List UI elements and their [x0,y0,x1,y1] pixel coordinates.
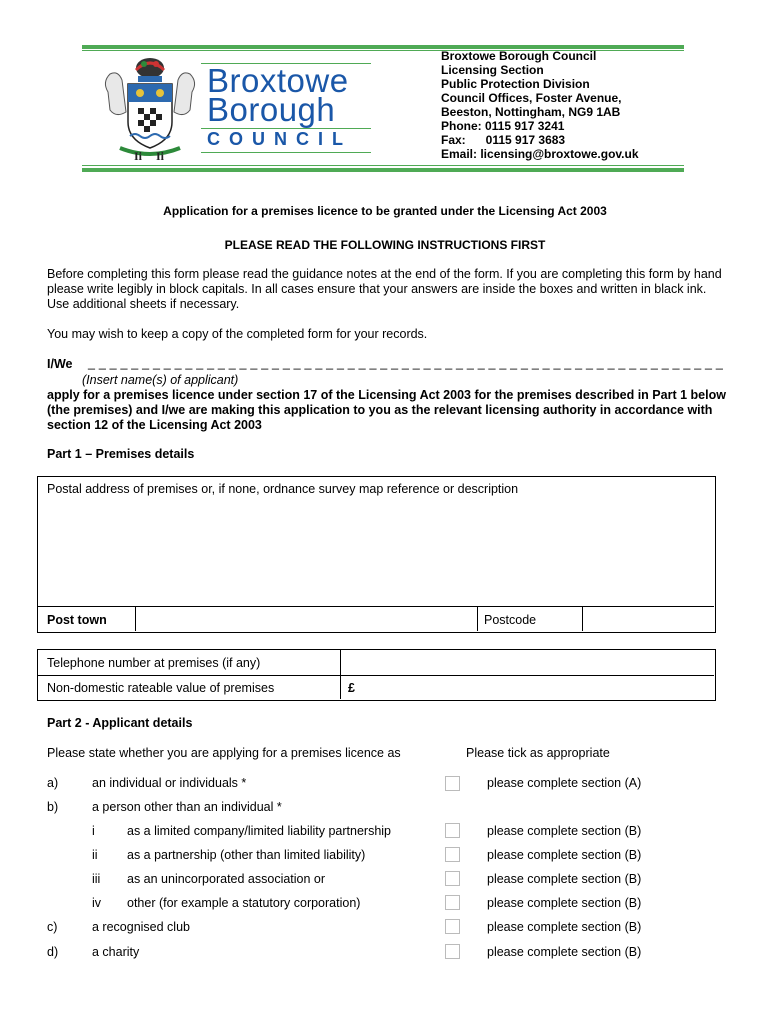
other-statutory-checkbox[interactable] [445,895,460,910]
option-marker: a) [47,776,59,790]
telephone-input[interactable] [342,651,712,674]
telephone-label: Telephone number at premises (if any) [47,656,261,670]
partnership-checkbox[interactable] [445,847,460,862]
option-sub-marker: iii [92,872,101,886]
apply-statement: apply for a premises licence under section 17 of the Licensing Act 2003 for the premises described in Part 1 below (the premises) and I/we are making this application to you as the relevant licensing authority in accordance with section 12 of the Licensing Act 2003 [47,388,726,432]
limited-company-checkbox[interactable] [445,823,460,838]
council-address-block [441,49,681,161]
option-section: please complete section (B) [487,848,642,862]
address-line: Fax: 0115 917 3683 [441,133,566,147]
divider [477,606,478,631]
option-sub-marker: i [92,824,95,838]
instructions-heading: PLEASE READ THE FOLLOWING INSTRUCTIONS FIRST [224,238,546,252]
option-section: please complete section (B) [487,896,642,910]
address-line: Public Protection Division [441,77,590,91]
post-town-label: Post town [47,613,107,627]
option-label: as a partnership (other than limited liability) [127,848,366,862]
option-section: please complete section (B) [487,920,642,934]
applicant-name-line[interactable]: _ _ _ _ _ _ _ _ _ _ _ _ _ _ _ _ _ _ _ _ _ _ _ _ _ _ _ _ _ _ _ _ _ _ _ _ _ _ _ _ _ _ _ _ _ _ _ _ _ _ _ _ _ _ _ _ _ _ _ [88,356,723,370]
option-marker: b) [47,800,59,814]
option-label: a recognised club [92,920,190,934]
council-logo [201,62,371,156]
applicant-type-question: Please state whether you are applying for a premises licence as [47,746,401,760]
option-label: other (for example a statutory corporation) [127,896,361,910]
option-label: as a limited company/limited liability partnership [127,824,392,838]
logo-word-borough: Borough [207,91,336,128]
header-rule-bottom [82,168,684,172]
option-section: please complete section (B) [487,824,642,838]
option-label: a person other than an individual * [92,800,282,814]
option-section: please complete section (B) [487,945,642,959]
form-title: Application for a premises licence to be granted under the Licensing Act 2003 [163,204,607,218]
divider [38,606,714,607]
logo-word-broxtowe: Broxtowe [207,62,349,99]
option-section: please complete section (A) [487,776,642,790]
option-label: an individual or individuals * [92,776,247,790]
part2-heading: Part 2 - Applicant details [47,716,193,730]
rateable-value-input[interactable]: £ [348,681,355,695]
svg-text:Ii: Ii [134,149,143,163]
postal-address-label: Postal address of premises or, if none, ordnance survey map reference or description [47,482,519,496]
address-line: Council Offices, Foster Avenue, [441,91,622,105]
divider [340,650,341,699]
recognised-club-checkbox[interactable] [445,919,460,934]
logo-rule-bottom [201,152,371,153]
charity-checkbox[interactable] [445,944,460,959]
iwe-label: I/We [47,357,73,371]
divider [582,606,583,631]
unincorporated-association-checkbox[interactable] [445,871,460,886]
header-rule-bottom-thin [82,165,684,166]
postcode-label: Postcode [484,613,537,627]
premises-contact-table [37,649,716,701]
post-town-input[interactable] [137,608,475,630]
intro-paragraph: Before completing this form please read the guidance notes at the end of the form. If you are completing this form by hand please write legibly in block capitals. In all cases ensure that your answers are inside the boxes and written in black ink. Use additional sheets if necessary. [47,267,722,311]
option-sub-marker: iv [92,896,102,910]
postcode-input[interactable] [584,608,712,630]
address-line: Broxtowe Borough Council [441,49,597,63]
option-section: please complete section (B) [487,872,642,886]
option-label: a charity [92,945,140,959]
logo-word-council: COUNCIL [207,129,352,149]
svg-text:Ii: Ii [156,149,165,163]
option-marker: c) [47,920,58,934]
address-email: Email: licensing@broxtowe.gov.uk [441,147,639,161]
individual-checkbox[interactable] [445,776,460,791]
divider [135,606,136,631]
divider [38,675,714,676]
address-line: Phone: 0115 917 3241 [441,119,565,133]
address-line: Beeston, Nottingham, NG9 1AB [441,105,621,119]
tick-note: Please tick as appropriate [466,746,610,760]
rateable-value-label: Non-domestic rateable value of premises [47,681,275,695]
council-crest-icon [100,52,200,164]
insert-names-hint: (Insert name(s) of applicant) [82,373,239,387]
option-sub-marker: ii [92,848,98,862]
premises-address-box [37,476,716,633]
option-marker: d) [47,945,59,959]
address-line: Licensing Section [441,63,544,77]
part1-heading: Part 1 – Premises details [47,447,195,461]
option-label: as an unincorporated association or [127,872,326,886]
postal-address-input[interactable] [39,501,713,605]
copy-note: You may wish to keep a copy of the completed form for your records. [47,327,428,341]
